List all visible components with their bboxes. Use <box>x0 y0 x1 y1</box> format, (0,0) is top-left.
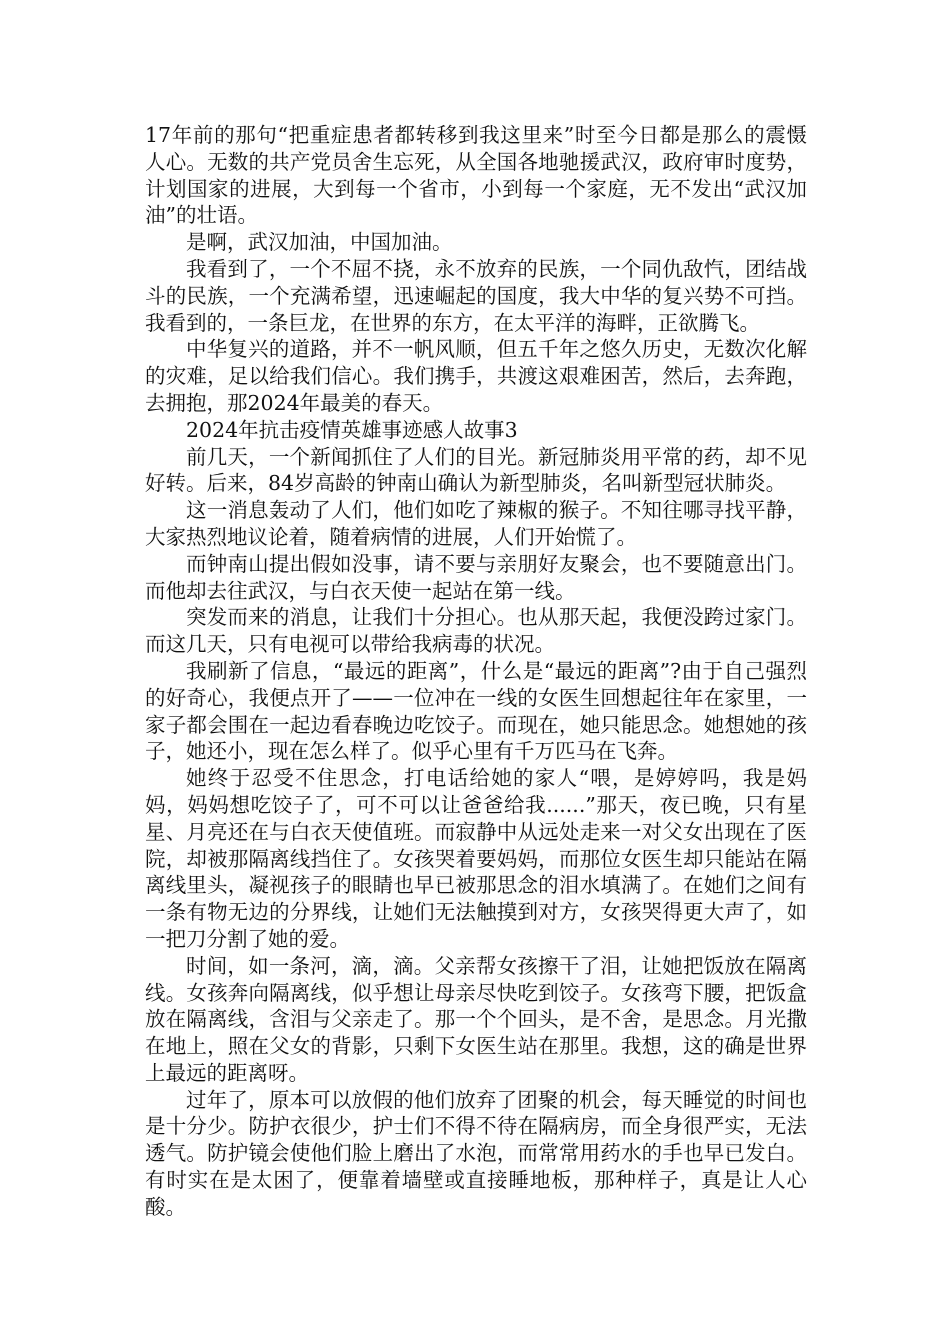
paragraph: 过年了，原本可以放假的他们放弃了团聚的机会，每天睡觉的时间也是十分少。防护衣很少，护士们不得不待在隔病房，而全身很严实，无法透气。防护镜会使他们脸上磨出了水泡，而常常用药水的手也早已发白。有时实在是太困了，便靠着墙壁或直接睡地板，那种样子，真是让人心酸。 <box>145 1087 807 1219</box>
paragraph: 前几天，一个新闻抓住了人们的目光。新冠肺炎用平常的药，却不见好转。后来，84岁高龄的钟南山确认为新型肺炎，名叫新型冠状肺炎。 <box>145 444 807 496</box>
section-heading: 2024年抗击疫情英雄事迹感人故事3 <box>186 417 518 442</box>
paragraph: 我看到了，一个不屈不挠，永不放弃的民族，一个同仇敌忾，团结战斗的民族，一个充满希望，迅速崛起的国度，我大中华的复兴势不可挡。我看到的，一条巨龙，在世界的东方，在太平洋的海畔，正欲腾飞。 <box>145 256 807 335</box>
paragraph: 突发而来的消息，让我们十分担心。也从那天起，我便没跨过家门。而这几天，只有电视可以带给我病毒的状况。 <box>145 605 807 657</box>
paragraph: 这一消息轰动了人们，他们如吃了辣椒的猴子。不知往哪寻找平静，大家热烈地议论着，随着病情的进展，人们开始慌了。 <box>145 498 807 549</box>
document-body <box>145 122 807 1221</box>
paragraph: 而钟南山提出假如没事，请不要与亲朋好友聚会，也不要随意出门。而他却去往武汉，与白衣天使一起站在第一线。 <box>145 551 807 603</box>
paragraph: 中华复兴的道路，并不一帆风顺，但五千年之悠久历史，无数次化解的灾难，足以给我们信心。我们携手，共渡这艰难困苦，然后，去奔跑，去拥抱，那2024年最美的春天。 <box>145 337 807 415</box>
paragraph: 她终于忍受不住思念，打电话给她的家人“喂，是婷婷吗，我是妈妈，妈妈想吃饺子了，可不可以让爸爸给我......”那天，夜已晚，只有星星、月亮还在与白衣天使值班。而寂静中从远处走来一对父女出现在了医院，却被那隔离线挡住了。女孩哭着要妈妈，而那位女医生却只能站在隔离线里头，凝视孩子的眼睛也早已被那思念的泪水填满了。在她们之间有一条有物无边的分界线，让她们无法触摸到对方，女孩哭得更大声了，如一把刀分割了她的爱。 <box>145 766 807 951</box>
paragraph: 时间，如一条河，滴，滴。父亲帮女孩擦干了泪，让她把饭放在隔离线。女孩奔向隔离线，似乎想让母亲尽快吃到饺子。女孩弯下腰，把饭盒放在隔离线，含泪与父亲走了。那一个个回头，是不舍，是思念。月光撒在地上，照在父女的背影，只剩下女医生站在那里。我想，这的确是世界上最远的距离呀。 <box>145 953 807 1085</box>
paragraph: 我刷新了信息，“最远的距离”，什么是“最远的距离”?由于自己强烈的好奇心，我便点开了——一位冲在一线的女医生回想起往年在家里，一家子都会围在一起边看春晚边吃饺子。而现在，她只能思念。她想她的孩子，她还小，现在怎么样了。似乎心里有千万匹马在飞奔。 <box>145 658 807 764</box>
paragraph: 17年前的那句“把重症患者都转移到我这里来”时至今日都是那么的震慑人心。无数的共产党员舍生忘死，从全国各地驰援武汉，政府审时度势，计划国家的进展，大到每一个省市，小到每一个家庭，无不发出“武汉加油”的壮语。 <box>145 123 807 228</box>
paragraph: 是啊，武汉加油，中国加油。 <box>186 230 453 255</box>
